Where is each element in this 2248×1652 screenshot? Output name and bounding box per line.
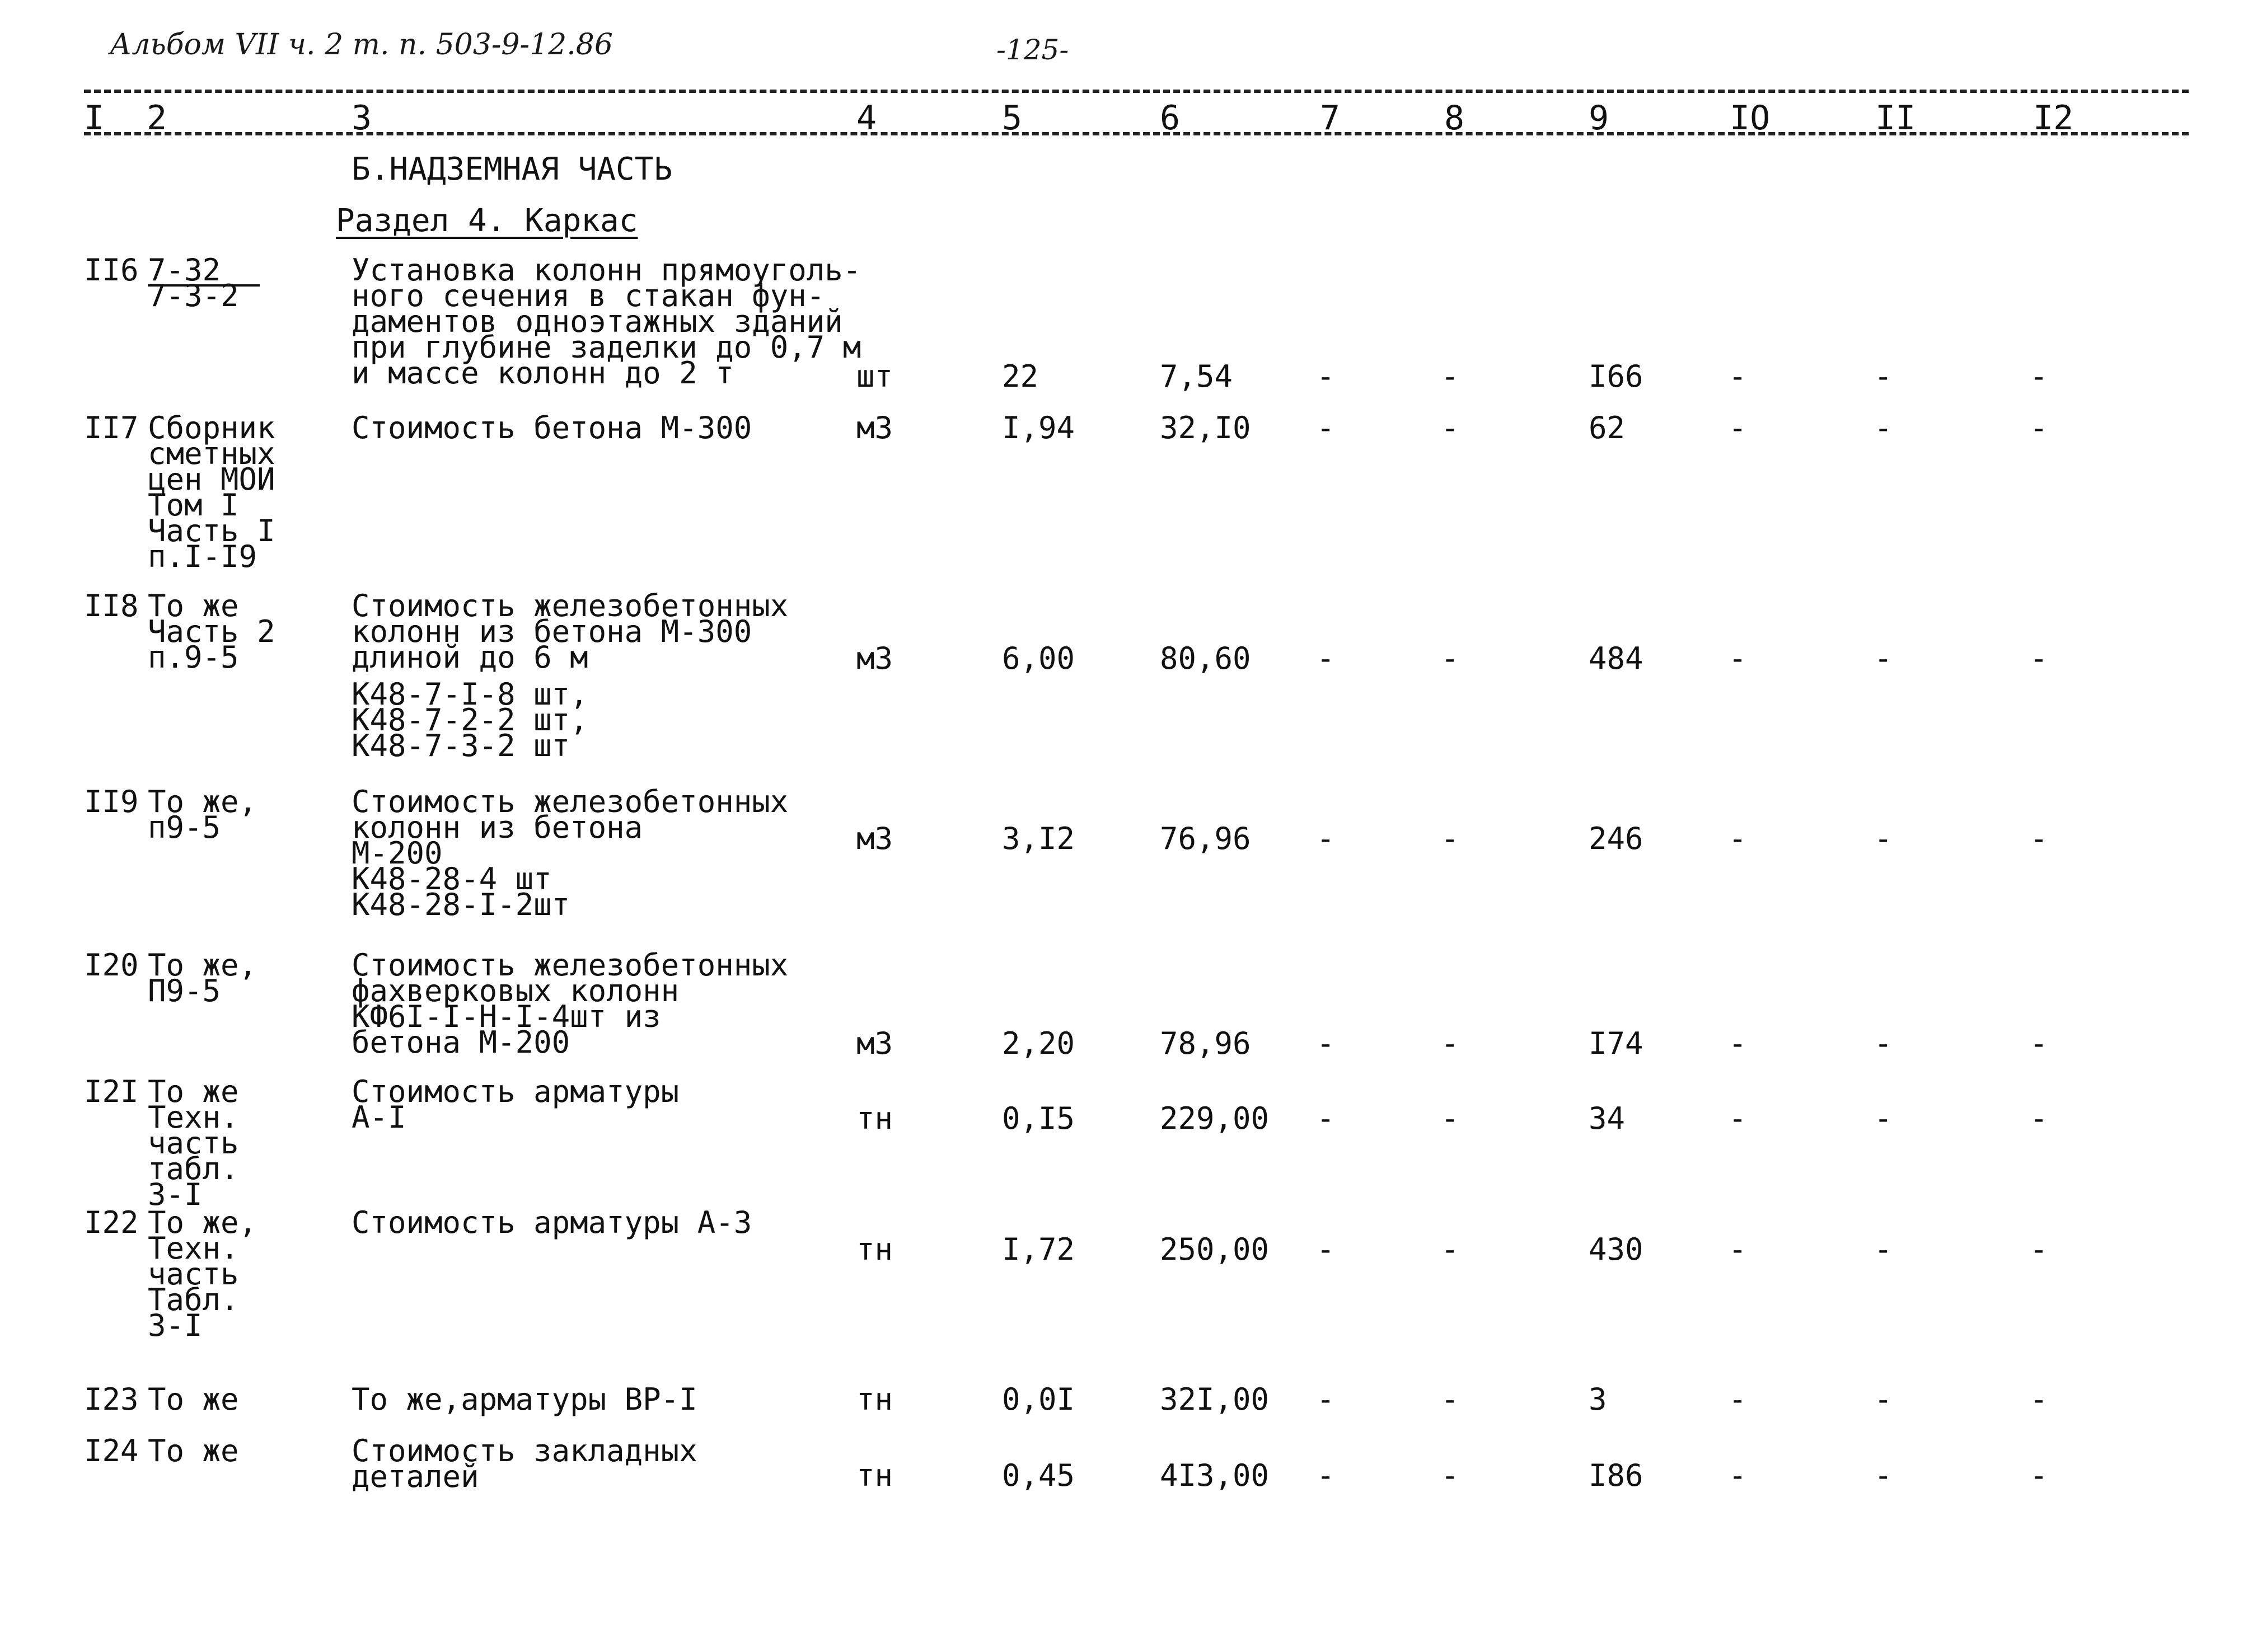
row-unit: м3	[856, 410, 893, 445]
row-col-7: -	[1317, 1026, 1335, 1061]
row-total: 246	[1589, 821, 1643, 856]
row-description: Стоимость закладных деталей	[352, 1433, 697, 1494]
row-col-8: -	[1441, 359, 1459, 394]
row-col-11: -	[1874, 1382, 1893, 1417]
row-col-8: -	[1441, 641, 1459, 676]
col-header-7: 7	[1320, 98, 1341, 138]
row-col-7: -	[1317, 1382, 1335, 1417]
row-unit-price: 7,54	[1160, 359, 1233, 394]
col-header-8: 8	[1444, 98, 1465, 138]
row-col-11: -	[1874, 359, 1893, 394]
row-unit-price: 78,96	[1160, 1026, 1251, 1061]
row-quantity: 0,45	[1002, 1458, 1075, 1493]
row-col-7: -	[1317, 1458, 1335, 1493]
row-reference: Сборник сметных цен МОИ Том I Часть I п.I-I9	[148, 410, 275, 574]
row-col-8: -	[1441, 1232, 1459, 1267]
row-unit: м3	[856, 1026, 893, 1061]
row-quantity: 2,20	[1002, 1026, 1075, 1061]
row-unit-price: 32,I0	[1160, 410, 1251, 445]
row-col-7: -	[1317, 1232, 1335, 1267]
row-unit: тн	[856, 1382, 893, 1417]
row-col-10: -	[1729, 359, 1747, 394]
section-title: Б.НАДЗЕМНАЯ ЧАСТЬ	[352, 151, 673, 187]
row-col-11: -	[1874, 821, 1893, 856]
row-col-12: -	[2030, 1101, 2048, 1136]
page-number: -125-	[996, 34, 1069, 66]
row-col-10: -	[1729, 1101, 1747, 1136]
row-col-11: -	[1874, 1458, 1893, 1493]
row-reference: То же, п9-5	[148, 784, 257, 845]
row-quantity: 22	[1002, 359, 1039, 394]
row-col-7: -	[1317, 359, 1335, 394]
reference-underline	[148, 284, 260, 287]
col-header-4: 4	[856, 98, 877, 138]
row-col-8: -	[1441, 1458, 1459, 1493]
row-number: I24	[84, 1433, 139, 1468]
row-description-extra: К48-7-I-8 шт, К48-7-2-2 шт, К48-7-3-2 шт	[352, 677, 588, 763]
row-unit-price: 80,60	[1160, 641, 1251, 676]
row-col-10: -	[1729, 641, 1747, 676]
row-unit-price: 76,96	[1160, 821, 1251, 856]
row-number: II6	[84, 252, 139, 288]
row-col-8: -	[1441, 1382, 1459, 1417]
row-col-11: -	[1874, 1026, 1893, 1061]
row-reference: То же, Техн. часть Табл. 3-I	[148, 1205, 257, 1343]
album-reference: Альбом VII ч. 2 т. п. 503-9-12.86	[110, 28, 613, 62]
row-number: I2I	[84, 1074, 139, 1109]
row-description: Стоимость железобетонных фахверковых колонн КФ6I-I-Н-I-4шт из бетона М-200	[352, 947, 789, 1060]
row-unit-price: 4I3,00	[1160, 1458, 1270, 1493]
row-description: То же,арматуры ВР-I	[352, 1382, 697, 1417]
row-col-11: -	[1874, 1232, 1893, 1267]
row-number: I23	[84, 1382, 139, 1417]
col-header-2: 2	[147, 98, 167, 138]
row-col-12: -	[2030, 1382, 2048, 1417]
row-quantity: 0,I5	[1002, 1101, 1075, 1136]
col-header-5: 5	[1002, 98, 1023, 138]
row-description: Стоимость железобетонных колонн из бетона М-300 длиной до 6 м	[352, 588, 789, 675]
row-reference: То же, П9-5	[148, 947, 257, 1008]
row-reference: 7-32 7-3-2	[148, 252, 239, 313]
header-top-rule	[84, 90, 2189, 93]
row-unit: тн	[856, 1101, 893, 1136]
row-col-12: -	[2030, 410, 2048, 445]
col-header-1: I	[84, 98, 105, 138]
row-total: I86	[1589, 1458, 1643, 1493]
row-col-11: -	[1874, 410, 1893, 445]
section-subtitle: Раздел 4. Каркас	[336, 203, 638, 239]
row-number: I22	[84, 1205, 139, 1240]
row-col-8: -	[1441, 410, 1459, 445]
row-col-12: -	[2030, 1232, 2048, 1267]
row-quantity: 6,00	[1002, 641, 1075, 676]
row-reference: То же Часть 2 п.9-5	[148, 588, 275, 675]
row-number: I20	[84, 947, 139, 983]
row-description: Стоимость железобетонных колонн из бетона М-200 К48-28-4 шт К48-28-I-2шт	[352, 784, 789, 922]
row-col-7: -	[1317, 1101, 1335, 1136]
row-col-7: -	[1317, 641, 1335, 676]
col-header-11: II	[1875, 98, 1916, 138]
row-total: 484	[1589, 641, 1643, 676]
row-col-12: -	[2030, 1458, 2048, 1493]
row-unit: тн	[856, 1458, 893, 1493]
row-reference: То же	[148, 1433, 239, 1468]
row-total: I66	[1589, 359, 1643, 394]
row-unit: м3	[856, 641, 893, 676]
col-header-12: I2	[2033, 98, 2074, 138]
row-col-12: -	[2030, 821, 2048, 856]
row-total: 3	[1589, 1382, 1607, 1417]
row-col-10: -	[1729, 1232, 1747, 1267]
row-col-12: -	[2030, 641, 2048, 676]
header-bottom-rule	[84, 132, 2189, 135]
row-col-8: -	[1441, 1101, 1459, 1136]
row-number: II7	[84, 410, 139, 445]
row-quantity: I,94	[1002, 410, 1075, 445]
row-reference: То же	[148, 1382, 239, 1417]
row-description: Стоимость арматуры А-3	[352, 1205, 752, 1240]
col-header-3: 3	[352, 98, 372, 138]
row-quantity: I,72	[1002, 1232, 1075, 1267]
col-header-10: IO	[1730, 98, 1771, 138]
row-unit-price: 32I,00	[1160, 1382, 1270, 1417]
row-col-10: -	[1729, 1026, 1747, 1061]
row-col-10: -	[1729, 1382, 1747, 1417]
row-description: Установка колонн прямоуголь- ного сечения в стакан фун- даментов одноэтажных зданий при глубине заделки до 0,7 м и массе колонн до 2 т	[352, 252, 861, 391]
row-unit-price: 250,00	[1160, 1232, 1270, 1267]
row-number: II8	[84, 588, 139, 623]
row-number: II9	[84, 784, 139, 819]
row-description: Стоимость арматуры А-I	[352, 1074, 680, 1135]
row-quantity: 3,I2	[1002, 821, 1075, 856]
row-unit: м3	[856, 821, 893, 856]
row-unit-price: 229,00	[1160, 1101, 1270, 1136]
row-col-10: -	[1729, 410, 1747, 445]
row-col-12: -	[2030, 359, 2048, 394]
row-col-11: -	[1874, 1101, 1893, 1136]
row-col-11: -	[1874, 641, 1893, 676]
row-quantity: 0,0I	[1002, 1382, 1075, 1417]
row-col-10: -	[1729, 821, 1747, 856]
col-header-9: 9	[1589, 98, 1609, 138]
row-reference: То же Техн. часть табл. 3-I	[148, 1074, 239, 1212]
row-col-12: -	[2030, 1026, 2048, 1061]
row-col-7: -	[1317, 821, 1335, 856]
row-total: 62	[1589, 410, 1626, 445]
row-col-7: -	[1317, 410, 1335, 445]
row-total: I74	[1589, 1026, 1643, 1061]
row-col-10: -	[1729, 1458, 1747, 1493]
row-col-8: -	[1441, 821, 1459, 856]
row-total: 34	[1589, 1101, 1626, 1136]
row-col-8: -	[1441, 1026, 1459, 1061]
row-total: 430	[1589, 1232, 1643, 1267]
row-unit: шт	[856, 359, 893, 394]
col-header-6: 6	[1160, 98, 1181, 138]
row-description: Стоимость бетона М-300	[352, 410, 752, 445]
row-unit: тн	[856, 1232, 893, 1267]
